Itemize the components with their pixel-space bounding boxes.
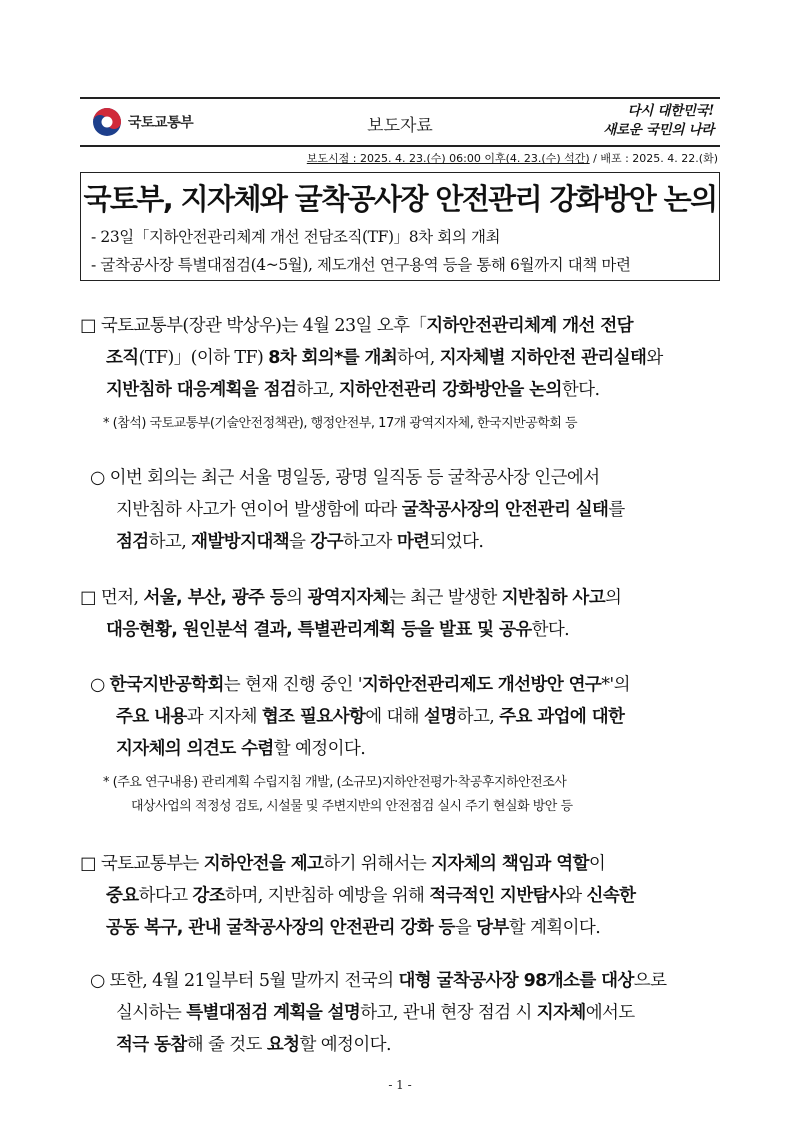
text: 는 현재 진행 중인 ' (223, 675, 362, 695)
text: ○ 또한, 4월 21일부터 5월 말까지 전국의 (90, 971, 399, 991)
text: (TF)」(이하 TF) (138, 348, 269, 368)
text-bold: 공동 복구, 관내 굴착공사장의 안전관리 강화 등 (106, 918, 455, 938)
text-bold: 지자체의 의견도 수렴 (116, 739, 274, 759)
text: 하다고 (138, 886, 193, 906)
text-bold: 설명 (424, 707, 457, 727)
text: 에 대해 (365, 707, 425, 727)
text-bold: 요청 (266, 1035, 300, 1055)
text-bold: 협조 필요사항 (261, 707, 366, 727)
paragraph-research-briefing (90, 669, 725, 765)
text-bold: 지반침하 대응계획을 점검 (106, 380, 297, 400)
text: 실시하는 (116, 1003, 187, 1023)
text: ○ 이번 회의는 최근 서울 명일동, 광명 일직동 등 굴착공사장 인근에서 (90, 468, 600, 488)
footnote-text: * (참석) 국토교통부(기술안전정책관), 행정안전부, 17개 광역지자체, 한국지반공학회 등 (103, 416, 578, 431)
text-bold: 특별대점검 계획을 설명 (186, 1003, 361, 1023)
slogan-line-2: 새로운 국민의 나라 (603, 122, 714, 138)
text-bold: 지자체 (536, 1003, 586, 1023)
paragraph-tf-meeting (80, 310, 725, 406)
text-bold: 굴착공사장의 안전관리 실태 (401, 500, 609, 520)
text: 과 지자체 (186, 707, 262, 727)
ministry-name: 국토교통부 (128, 115, 194, 131)
text: 하고, (148, 532, 192, 552)
paragraph-ministry-request (80, 848, 725, 944)
text-bold: 8차 회의*를 개최 (268, 348, 398, 368)
text: 를 (608, 500, 625, 520)
research-footnote (103, 771, 725, 819)
release-separator: / (589, 152, 601, 165)
text: 는 최근 발생한 (388, 588, 502, 608)
document-type: 보도자료 (367, 116, 433, 136)
text: 의 (286, 588, 308, 608)
text: 와 (646, 348, 663, 368)
text-bold: 서울, 부산, 광주 등 (143, 588, 287, 608)
text-bold: 조직 (106, 348, 139, 368)
government-slogan (582, 102, 714, 140)
text-bold: 지하안전관리체계 개선 전담 (426, 316, 633, 336)
text-bold: 대응현황, 원인분석 결과, 특별관리계획 등을 발표 및 공유 (106, 620, 532, 640)
text-bold: 강구 (310, 532, 343, 552)
subtitle-1: - 23일「지하안전관리체계 개선 전담조직(TF)」8차 회의 개최 (91, 228, 501, 246)
text: 되었다. (429, 532, 484, 552)
text-bold: 지자체의 책임과 역할 (431, 854, 589, 874)
text: 할 예정이다. (299, 1035, 391, 1055)
text-bold: 광역지자체 (307, 588, 389, 608)
text-bold: 대형 굴착공사장 98개소를 대상 (398, 971, 634, 991)
text: *'의 (601, 675, 630, 695)
paragraph-special-inspection (90, 965, 725, 1061)
text: 의 (605, 588, 622, 608)
text-bold: 재발방지대책 (191, 532, 290, 552)
text-bold: 지하안전관리 강화방안을 논의 (338, 380, 562, 400)
text: 하고, (456, 707, 500, 727)
text: 하기 위해서는 (323, 854, 432, 874)
text-bold: 적극 동참 (116, 1035, 187, 1055)
text: 한다. (561, 380, 600, 400)
page-title: 국토부, 지자체와 굴착공사장 안전관리 강화방안 논의 (83, 182, 717, 216)
text: 하며, 지반침하 예방을 위해 (225, 886, 430, 906)
footnote-text: * (주요 연구내용) 관리계획 수립지침 개발, (소규모)지하안전평가·착공후지하안전조사 (103, 775, 567, 790)
text: □ 국토교통부는 (80, 854, 204, 874)
page-number: - 1 - (388, 1078, 412, 1092)
text: 하고, (296, 380, 339, 400)
footnote-text: 대상사업의 적정성 검토, 시설물 및 주변지반의 안전점검 실시 주기 현실화 방안 등 (131, 799, 573, 814)
text-bold: 신속한 (586, 886, 636, 906)
text: 으로 (633, 971, 667, 991)
subtitle-2: - 굴착공사장 특별대점검(4~5월), 제도개선 연구용역 등을 통해 6월까지 대책 마련 (91, 256, 631, 274)
text: 할 예정이다. (273, 739, 366, 759)
text: □ 먼저, (80, 588, 144, 608)
text: 하고자 (342, 532, 397, 552)
text: 할 계획이다. (508, 918, 601, 938)
text: 와 (565, 886, 587, 906)
text-bold: 적극적인 지반탐사 (429, 886, 566, 906)
text-bold: 지하안전관리제도 개선방안 연구 (361, 675, 602, 695)
text-bold: 중요 (106, 886, 139, 906)
text-bold: 지하안전을 제고 (203, 854, 324, 874)
paragraph-regional-reports (80, 582, 725, 646)
text-bold: 한국지반공학회 (109, 675, 224, 695)
release-info (307, 150, 718, 166)
text-bold: 주요 과업에 대한 (499, 707, 625, 727)
text-bold: 강조 (192, 886, 226, 906)
text: 이 (588, 854, 606, 874)
text: 을 (289, 532, 311, 552)
text: 에서도 (585, 1003, 635, 1023)
text-bold: 점검 (116, 532, 149, 552)
text: 지반침하 사고가 연이어 발생함에 따라 (116, 500, 402, 520)
text: 을 (454, 918, 477, 938)
press-release-header (80, 97, 720, 147)
headline-box (80, 172, 720, 281)
paragraph-meeting-background (90, 462, 725, 558)
slogan-line-1: 다시 대한민국! (627, 103, 714, 119)
text: ○ (90, 675, 110, 695)
embargo-time: 보도시점 : 2025. 4. 23.(수) 06:00 이후(4. 23.(수) 석간) (306, 152, 590, 165)
text: □ 국토교통부(장관 박상우)는 4월 23일 오후「 (80, 316, 427, 336)
text-bold: 지자체별 지하안전 관리실태 (439, 348, 647, 368)
text-bold: 주요 내용 (116, 707, 187, 727)
distribution-date: 배포 : 2025. 4. 22.(화) (600, 152, 718, 165)
text: 하여, (397, 348, 440, 368)
attendee-footnote (103, 412, 725, 436)
text: 한다. (531, 620, 570, 640)
text: 하고, 관내 현장 점검 시 (360, 1003, 537, 1023)
text-bold: 지반침하 사고 (501, 588, 606, 608)
text-bold: 당부 (476, 918, 509, 938)
text: 해 줄 것도 (186, 1035, 267, 1055)
text-bold: 마련 (396, 532, 430, 552)
